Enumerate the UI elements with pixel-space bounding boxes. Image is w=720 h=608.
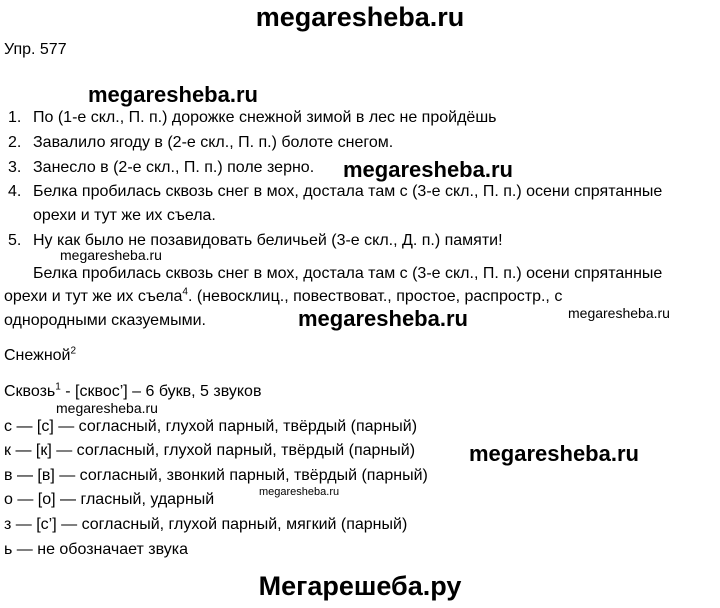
watermark: megaresheba.ru (88, 82, 258, 107)
watermark: megaresheba.ru (298, 306, 468, 331)
list-item-text: Завалило ягоду в (2-е скл., П. п.) болоте снегом. (33, 134, 394, 151)
list-item-number: 1. (8, 109, 22, 126)
list-item-number: 2. (8, 134, 22, 151)
list-item-number: 5. (8, 232, 22, 249)
word-analysis (4, 346, 76, 366)
list-item-number: 3. (8, 159, 22, 176)
analysis-text: . (невосклиц., повествоват., простое, распростр., с (187, 288, 563, 305)
list-item (8, 133, 708, 153)
list-item: к — [к] — согласный, глухой парный, твёрдый (парный) (4, 442, 416, 459)
exercise-title: Упр. 577 (4, 41, 67, 58)
list-item (8, 182, 708, 227)
watermark: megaresheba.ru (259, 486, 340, 498)
analysis-line: однородными сказуемыми. (4, 312, 206, 329)
list-item: о — [о] — гласный, ударный (4, 491, 215, 508)
list-item: ь — не обозначает звука (4, 541, 189, 558)
analysis-superscript: 4 (182, 286, 188, 298)
list-item (8, 108, 708, 128)
phonetic-header (4, 382, 261, 402)
phonetic-superscript: 1 (55, 381, 61, 393)
phonetic-summary: - [сквос’] – 6 букв, 5 звуков (60, 383, 262, 400)
list-item-text: Белка пробилась сквозь снег в мох, достала там с (3-е скл., П. п.) осени спрятанные (33, 183, 663, 200)
watermark: megaresheba.ru (56, 400, 158, 416)
list-item: с — [с] — согласный, глухой парный, твёрдый (парный) (4, 418, 418, 435)
list-item-text: По (1-е скл., П. п.) дорожке снежной зимой в лес не пройдёшь (33, 109, 497, 126)
list-item: в — [в] — согласный, звонкий парный, твёрдый (парный) (4, 467, 428, 484)
analysis-text: орехи и тут же их съела (4, 288, 183, 305)
phonetic-word: Сквозь (4, 383, 56, 400)
watermark-top: megaresheba.ru (255, 2, 465, 32)
list-item-text: орехи и тут же их съела. (33, 207, 216, 224)
analysis-line (4, 287, 562, 307)
watermark: megaresheba.ru (60, 247, 162, 263)
word-analysis-superscript: 2 (70, 345, 77, 357)
watermark: megaresheba.ru (568, 305, 670, 321)
list-item: з — [с’] — согласный, глухой парный, мягкий (парный) (4, 516, 408, 533)
list-item-text: Занесло в (2-е скл., П. п.) поле зерно. (33, 159, 315, 176)
watermark: megaresheba.ru (469, 441, 639, 466)
watermark-bottom: Мегарешеба.ру (258, 571, 462, 601)
analysis-line: Белка пробилась сквозь снег в мох, достала там с (3-е скл., П. п.) осени спрятанные (33, 265, 663, 282)
word-analysis-word: Снежной (4, 347, 71, 364)
list-item-text: Ну как было не позавидовать беличьей (3-е скл., Д. п.) памяти! (33, 232, 503, 249)
watermark: megaresheba.ru (343, 157, 513, 182)
list-item-number: 4. (8, 183, 22, 200)
